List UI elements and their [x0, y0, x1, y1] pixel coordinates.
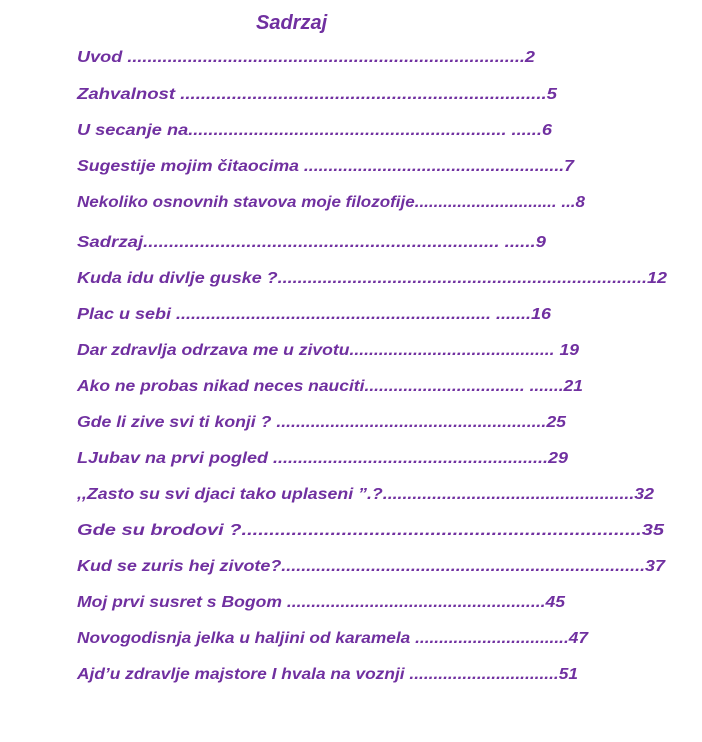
- toc-entry: Zahvalnost .......................................................................5: [77, 86, 557, 103]
- toc-entry: Novogodisnja jelka u haljini od karamela ................................47: [77, 630, 588, 647]
- toc-entry: LJubav na prvi pogled .......................................................29: [77, 450, 568, 467]
- toc-entry: Sugestije mojim čitaocima .....................................................7: [77, 158, 574, 175]
- toc-entry: Kuda idu divlje guske ?..........................................................................12: [77, 270, 667, 287]
- toc-entry: Dar zdravlja odrzava me u zivotu.......................................... 19: [77, 342, 579, 359]
- toc-entry: Uvod ...............................................................................2: [77, 49, 535, 66]
- toc-entry: Plac u sebi ............................................................... .......16: [77, 306, 551, 323]
- page-title: Sadrzaj: [256, 12, 328, 34]
- toc-entry: Gde li zive svi ti konji ? .......................................................25: [77, 414, 566, 431]
- toc-entry: Nekoliko osnovnih stavova moje filozofije.............................. ...8: [77, 194, 585, 211]
- toc-entry: Kud se zuris hej zivote?.........................................................................37: [77, 558, 665, 575]
- toc-entry: U secanje na............................................................... ......6: [77, 122, 552, 139]
- toc-entry: Ajd’u zdravlje majstore I hvala na voznji ...............................51: [77, 666, 578, 683]
- toc-entry: ,,Zasto su svi djaci tako uplaseni ”.?...................................................32: [77, 486, 654, 503]
- toc-entry: Ako ne probas nikad neces nauciti................................. .......21: [77, 378, 583, 395]
- toc-entry: Sadrzaj..................................................................... ......9: [77, 234, 546, 251]
- toc-entry: Moj prvi susret s Bogom .....................................................45: [77, 594, 565, 611]
- toc-entry: Gde su brodovi ?........................................................................35: [77, 522, 664, 539]
